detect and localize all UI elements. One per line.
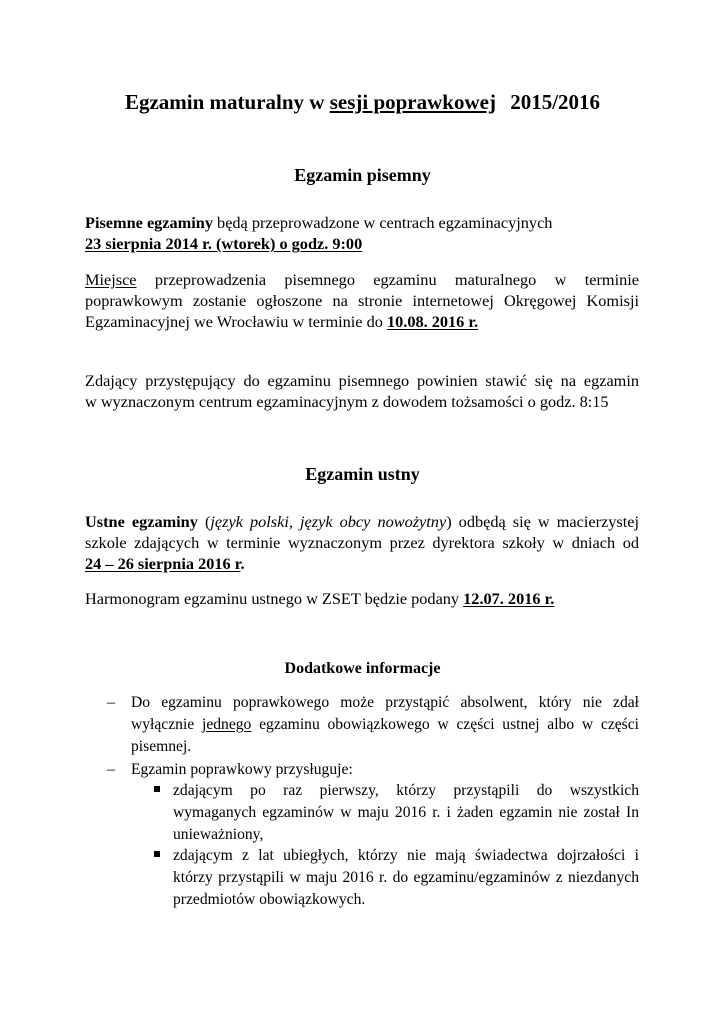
oral-p1-line3	[85, 553, 639, 575]
written-p1-date: 23 sierpnia 2014 r. (wtorek) o godz. 9:00	[85, 234, 363, 253]
oral-p1-italic: język polski, język obcy nowożytny	[210, 512, 447, 531]
written-p1-bold: Pisemne egzaminy	[85, 213, 213, 232]
written-p2-deadline: 10.08. 2016 r.	[386, 312, 479, 331]
extra-item1-line3: pisemnej.	[131, 738, 192, 755]
oral-p1-line2: szkole zdających w terminie wyznaczonym przez dyrektora szkoły w dniach od	[85, 533, 639, 552]
extra-sub2-line2: którzy przystąpili w maju 2016 r. do egzaminu/egzaminów z niezdanych	[173, 869, 639, 886]
title-part1: Egzamin maturalny w	[124, 90, 325, 114]
extra-item1-post: egzaminu obowiązkowego w części ustnej albo w części	[259, 716, 639, 733]
extra-sub1-line1: zdającym po raz pierwszy, którzy przystąpili do wszystkich	[173, 782, 639, 799]
oral-p1-bold: Ustne egzaminy	[85, 512, 198, 531]
extra-heading: Dodatkowe informacje	[284, 660, 441, 677]
title-year: 2015/2016	[510, 90, 601, 114]
written-p1-rest: będą przeprowadzone w centrach egzaminacyjnych	[217, 213, 553, 232]
dash-marker-1: –	[107, 694, 115, 711]
oral-p1-line1	[85, 511, 639, 533]
written-p2-line3	[85, 311, 639, 333]
written-p1-line2	[85, 233, 639, 255]
extra-item1-underlined: jednego	[201, 716, 252, 733]
title-underlined: sesji poprawkowej	[329, 90, 496, 114]
written-p3-line2: w wyznaczonym centrum egzaminacyjnym z dowodem tożsamości o godz. 8:15	[85, 392, 609, 411]
oral-p2-text: Harmonogram egzaminu ustnego w ZSET będzie podany	[85, 589, 460, 608]
page-title	[0, 88, 725, 116]
written-p3-line1: Zdający przystępujący do egzaminu pisemnego powinien stawić się na egzamin	[85, 371, 639, 390]
extra-sub2-line1: zdającym z lat ubiegłych, którzy nie mają świadectwa dojrzałości i	[173, 847, 639, 864]
oral-p1-open: (	[204, 512, 211, 531]
written-p1-line1	[85, 212, 639, 234]
written-p2-line2: poprawkowym zostanie ogłoszone na stronie internetowej Okręgowej Komisji	[85, 291, 639, 310]
bullet-icon	[154, 851, 160, 857]
dash-marker-2: –	[107, 761, 115, 778]
extra-item2: Egzamin poprawkowy przysługuje:	[131, 761, 353, 778]
bullet-icon	[154, 786, 160, 792]
extra-item1-pre: wyłącznie	[131, 716, 195, 733]
written-p2-line1-rest: przeprowadzenia pisemnego egzaminu maturalnego w terminie	[154, 270, 639, 289]
extra-item1-line2	[131, 714, 639, 736]
written-p2-line1	[85, 269, 639, 291]
extra-sub1-line2: wymaganych egzaminów w maju 2016 r. i żaden egzamin nie został In	[173, 804, 639, 821]
written-heading: Egzamin pisemny	[294, 165, 431, 185]
written-p2-line3-text: Egzaminacyjnej we Wrocławiu w terminie do	[85, 312, 383, 331]
extra-sub2-line3: przedmiotów obowiązkowych.	[173, 891, 366, 908]
oral-p1-period: .	[240, 554, 245, 573]
written-p2-underlined: Miejsce	[85, 270, 137, 289]
oral-p1-close: ) odbędą się w macierzystej	[446, 512, 640, 531]
extra-item1-line1: Do egzaminu poprawkowego może przystąpić absolwent, który nie zdał	[131, 694, 639, 711]
oral-p2-line	[85, 588, 639, 610]
oral-p1-date: 24 – 26 sierpnia 2016 r	[85, 554, 241, 573]
extra-sub1-line3: unieważniony,	[173, 826, 264, 843]
oral-heading: Egzamin ustny	[305, 464, 420, 484]
oral-p2-date: 12.07. 2016 r.	[463, 589, 555, 608]
